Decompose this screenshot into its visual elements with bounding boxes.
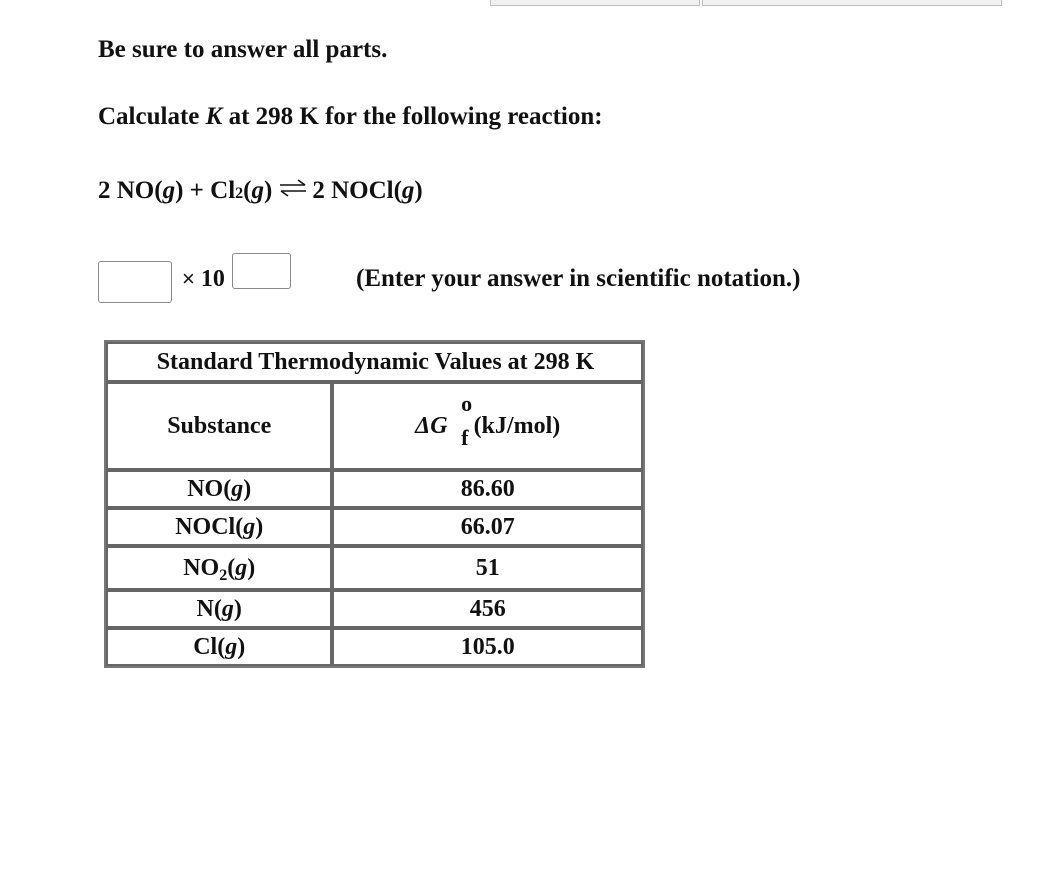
table-row <box>106 508 643 546</box>
column-header-delta-g <box>332 382 643 470</box>
reaction-right-a: 2 NOCl( <box>312 177 402 204</box>
reaction-left-c: ( <box>243 177 252 204</box>
table-row <box>106 628 643 666</box>
table-row <box>106 546 643 590</box>
reaction-left-d: ) <box>263 177 273 204</box>
times-ten-label <box>182 266 225 293</box>
equilibrium-arrow-icon <box>278 178 308 198</box>
reaction-state-3: g <box>401 177 415 204</box>
substance-cell: NOCl(g) <box>106 508 332 546</box>
value-cell: 105.0 <box>332 628 643 666</box>
substance-cell: N(g) <box>106 590 332 628</box>
delta-g-formation-label <box>415 390 561 450</box>
reaction-state-1: g <box>162 177 176 204</box>
table-row <box>106 470 643 508</box>
question-suffix: at 298 K for the following reaction: <box>222 103 603 130</box>
instruction-text: Be sure to answer all parts. <box>98 36 388 63</box>
substance-cell: $NO_2(g)$ <box>106 546 332 590</box>
thermodynamic-values-table <box>104 340 645 668</box>
standard-state-superscript: o <box>461 390 473 416</box>
reaction-right-b: ) <box>414 177 423 204</box>
value-cell: 66.07 <box>332 508 643 546</box>
value-cell: 86.60 <box>332 470 643 508</box>
top-tab-right[interactable] <box>702 0 1002 6</box>
value-cell: 51 <box>332 546 643 590</box>
base-ten: 10 <box>200 266 225 292</box>
delta-g-symbol: ΔG <box>415 412 448 439</box>
top-tab-strip <box>490 0 1002 8</box>
answer-hint: (Enter your answer in scientific notation.) <box>356 265 801 292</box>
formation-subscript: f <box>461 424 469 450</box>
reaction-equation: 2 NO( g ) + Cl 2 ( g ) 2 NOCl( g ) <box>98 177 423 204</box>
coefficient-input[interactable] <box>98 261 172 303</box>
exponent-input[interactable] <box>232 253 291 289</box>
times-symbol: × <box>182 266 195 291</box>
question-text <box>98 103 603 131</box>
table-caption: Standard Thermodynamic Values at 298 K <box>106 342 643 382</box>
reaction-state-2: g <box>251 177 264 204</box>
top-tab-left[interactable] <box>490 0 700 6</box>
substance-cell: Cl(g) <box>106 628 332 666</box>
reaction-left-a: 2 NO( <box>98 177 163 204</box>
substance-cell: NO(g) <box>106 470 332 508</box>
question-prefix: Calculate <box>98 103 206 130</box>
table-row <box>106 590 643 628</box>
column-header-substance: Substance <box>106 382 332 470</box>
value-cell: 456 <box>332 590 643 628</box>
units-label: (kJ/mol) <box>473 412 561 439</box>
question-variable: K <box>205 103 223 130</box>
reaction-left-b: ) + Cl <box>175 177 236 204</box>
